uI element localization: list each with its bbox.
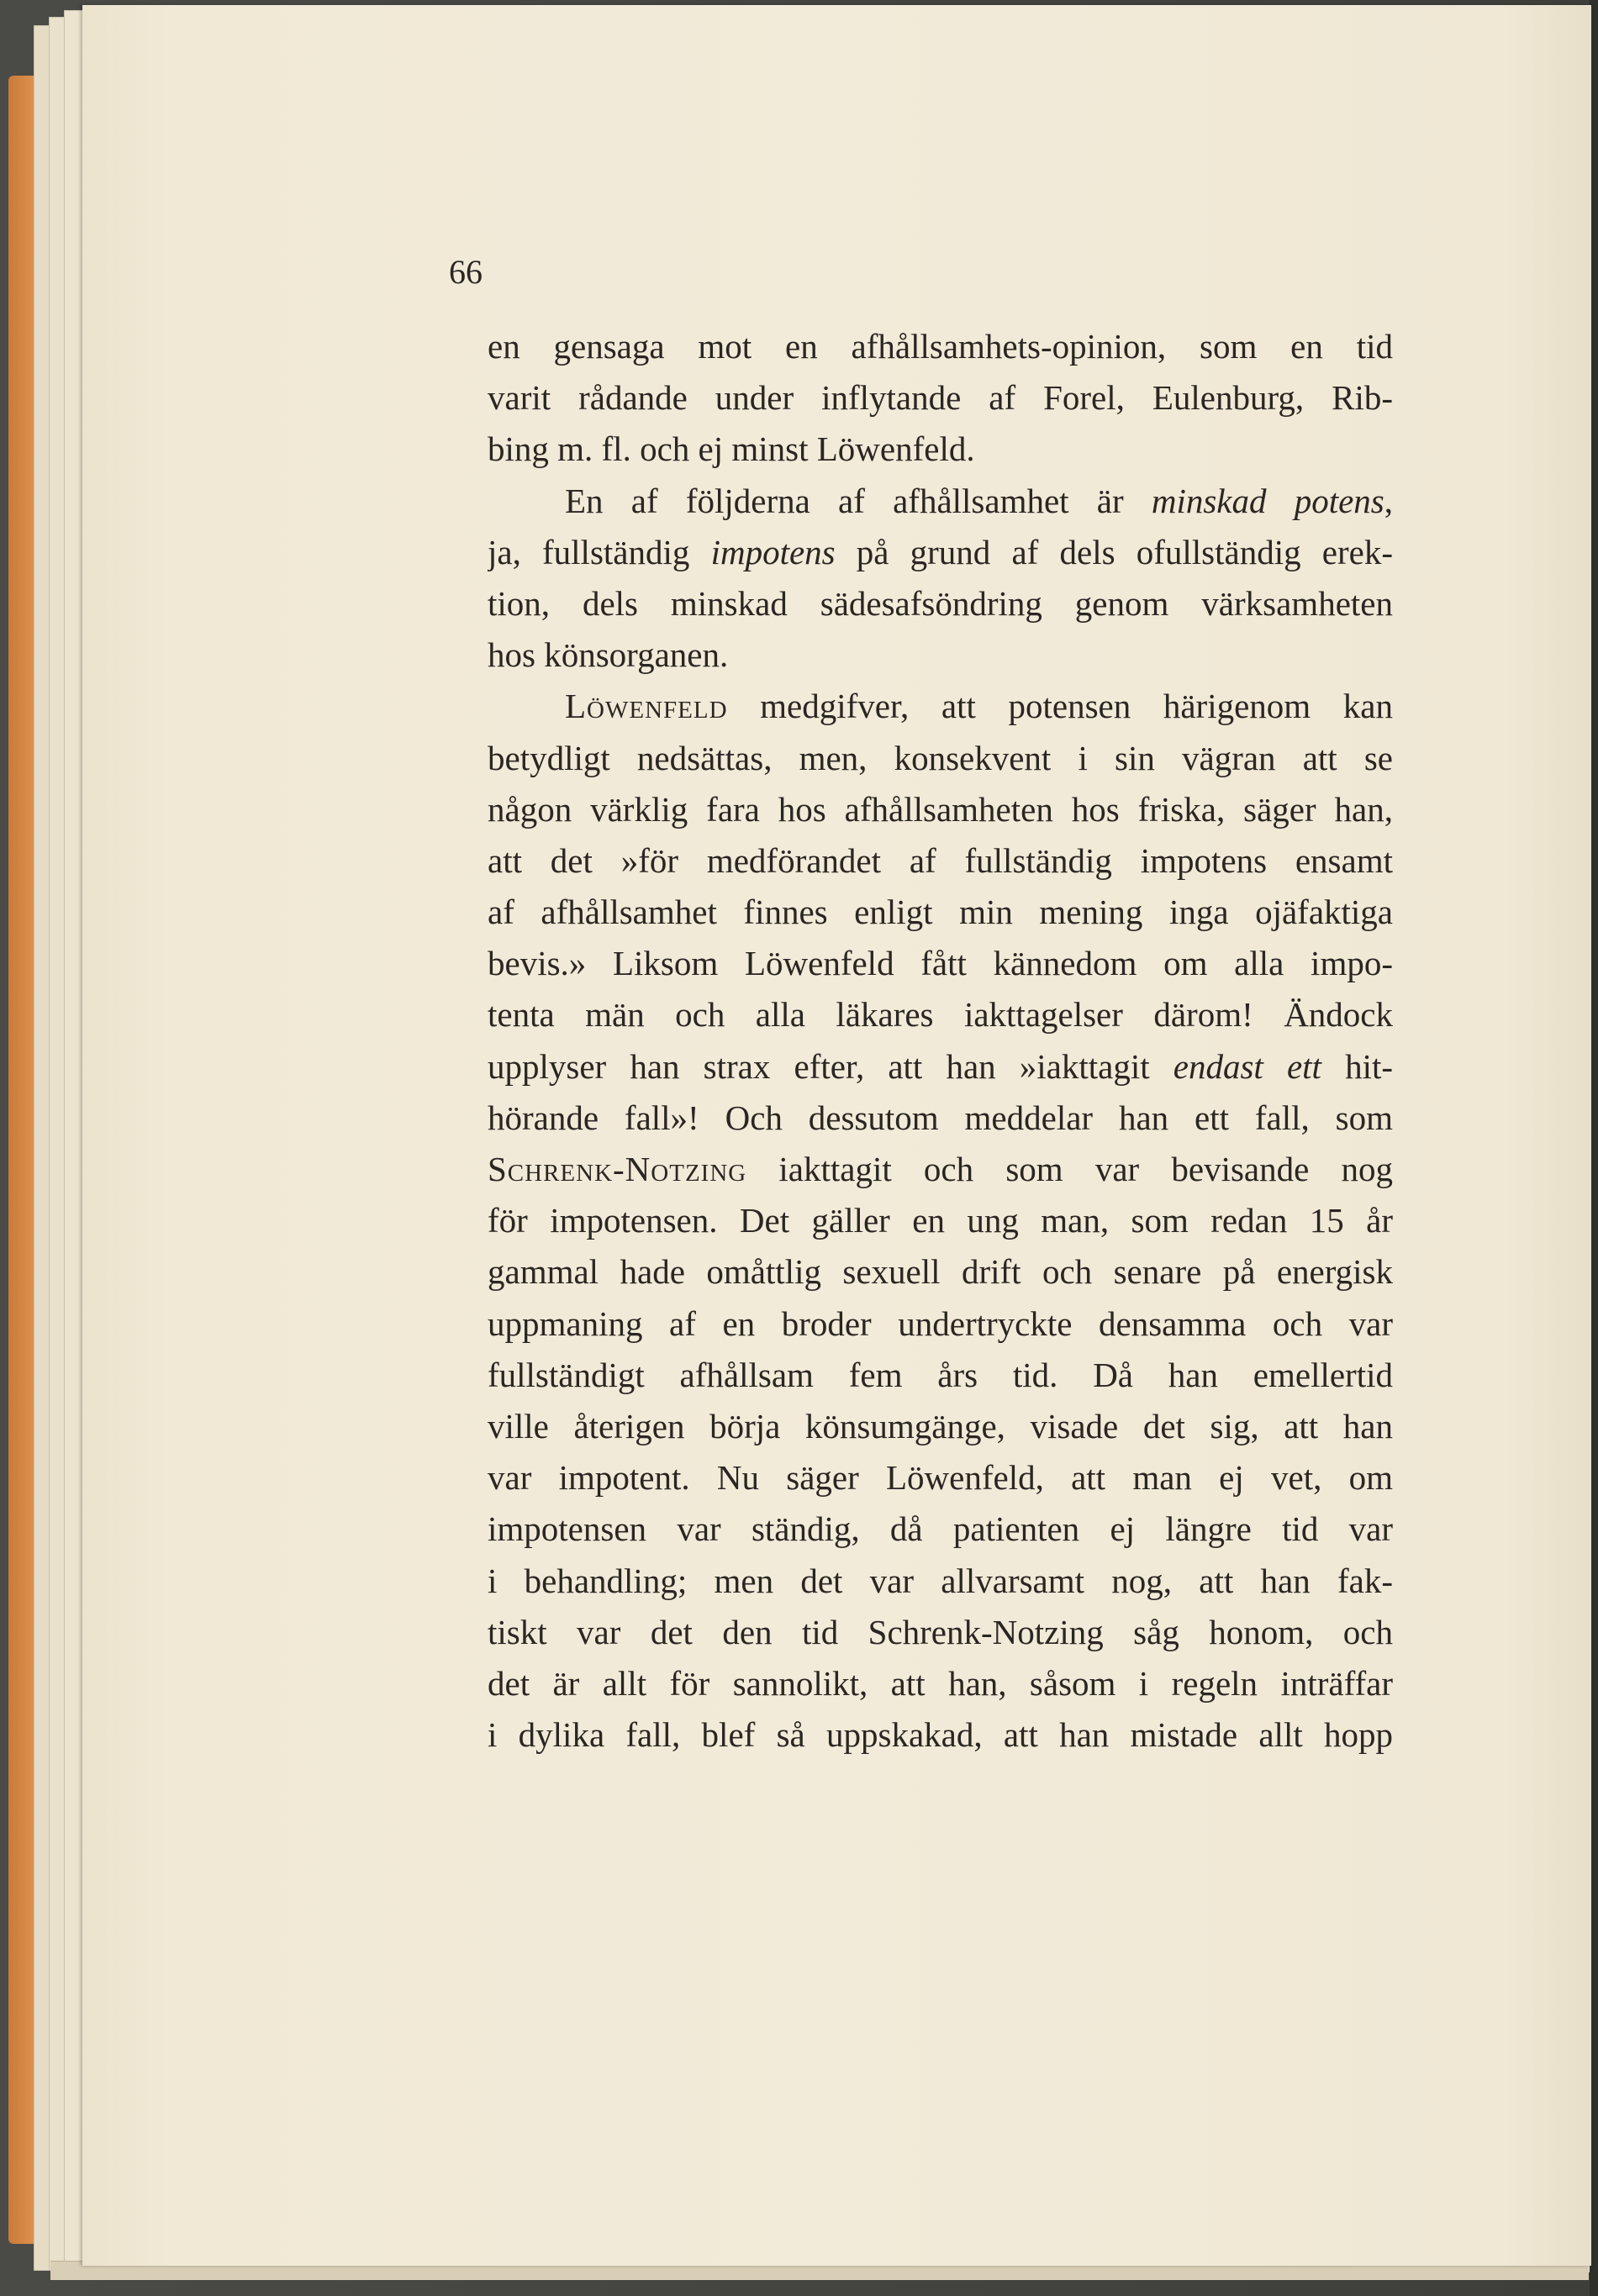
emphasis: minskad potens (1151, 481, 1384, 520)
text-line: uppmaning af en broder undertryckte densamma och var (488, 1303, 1393, 1343)
text-line: varit rådande under inflytande af Forel, Eulenburg, Rib- (488, 378, 1393, 418)
text-line: upplyser han strax efter, att han »iakttagit endast ett hit- (488, 1046, 1393, 1086)
text-line: det är allt för sannolikt, att han, såsom i regeln inträffar (488, 1663, 1393, 1703)
text-line: gammal hade omåttlig sexuell drift och senare på energisk (488, 1252, 1393, 1292)
text-line: ville återigen börja könsumgänge, visade det sig, att han (488, 1406, 1393, 1446)
text-line: en gensaga mot en afhållsamhets-opinion, som en tid (488, 327, 1393, 366)
text-line: tenta män och alla läkares iakttagelser därom! Ändock (488, 995, 1393, 1035)
text-line: bevis.» Liksom Löwenfeld fått kännedom om alla impo- (488, 944, 1393, 983)
text-line: någon värklig fara hos afhållsamheten hos friska, säger han, (488, 789, 1393, 829)
text-line: impotensen var ständig, då patienten ej längre tid var (488, 1509, 1393, 1549)
text-line: tiskt var det den tid Schrenk-Notzing såg honom, och (488, 1612, 1393, 1651)
text-line: Schrenk-Notzing iakttagit och som var bevisande nog (488, 1150, 1393, 1188)
text-line: af afhållsamhet finnes enligt min mening inga ojäfaktiga (488, 893, 1393, 932)
author-name: Löwenfeld (565, 687, 728, 726)
page-number: 66 (449, 253, 483, 291)
text-line: i behandling; men det var allvarsamt nog, att han fak- (488, 1561, 1393, 1600)
text-line: hos könsorganen. (488, 635, 729, 675)
text-line: att det »för medförandet af fullständig impotens ensamt (488, 840, 1393, 880)
text-line: betydligt nedsättas, men, konsekvent i sin vägran att se (488, 738, 1393, 777)
text-line: för impotensen. Det gäller en ung man, som redan 15 år (488, 1201, 1393, 1240)
emphasis: endast ett (1173, 1046, 1321, 1086)
text-line: i dylika fall, blef så uppskakad, att han mistade allt hopp (488, 1715, 1393, 1755)
text-line: ja, fullständig impotens på grund af dels ofullständig erek- (488, 532, 1393, 571)
text-line: tion, dels minskad sädesafsöndring genom värksamheten (488, 583, 1393, 623)
text-line: En af följderna af afhållsamhet är minskad potens, (565, 481, 1393, 520)
text-line: Löwenfeld medgifver, att potensen härigenom kan (565, 687, 1393, 726)
text-line: bing m. fl. och ej minst Löwenfeld. (488, 429, 975, 469)
emphasis: impotens (710, 532, 836, 571)
text-line: fullständigt afhållsam fem års tid. Då han emellertid (488, 1355, 1393, 1394)
author-name: Schrenk-Notzing (488, 1150, 747, 1188)
text-line: var impotent. Nu säger Löwenfeld, att man ej vet, om (488, 1458, 1393, 1498)
body-text (488, 321, 1393, 1761)
text-line: hörande fall»! Och dessutom meddelar han ett fall, som (488, 1098, 1393, 1137)
